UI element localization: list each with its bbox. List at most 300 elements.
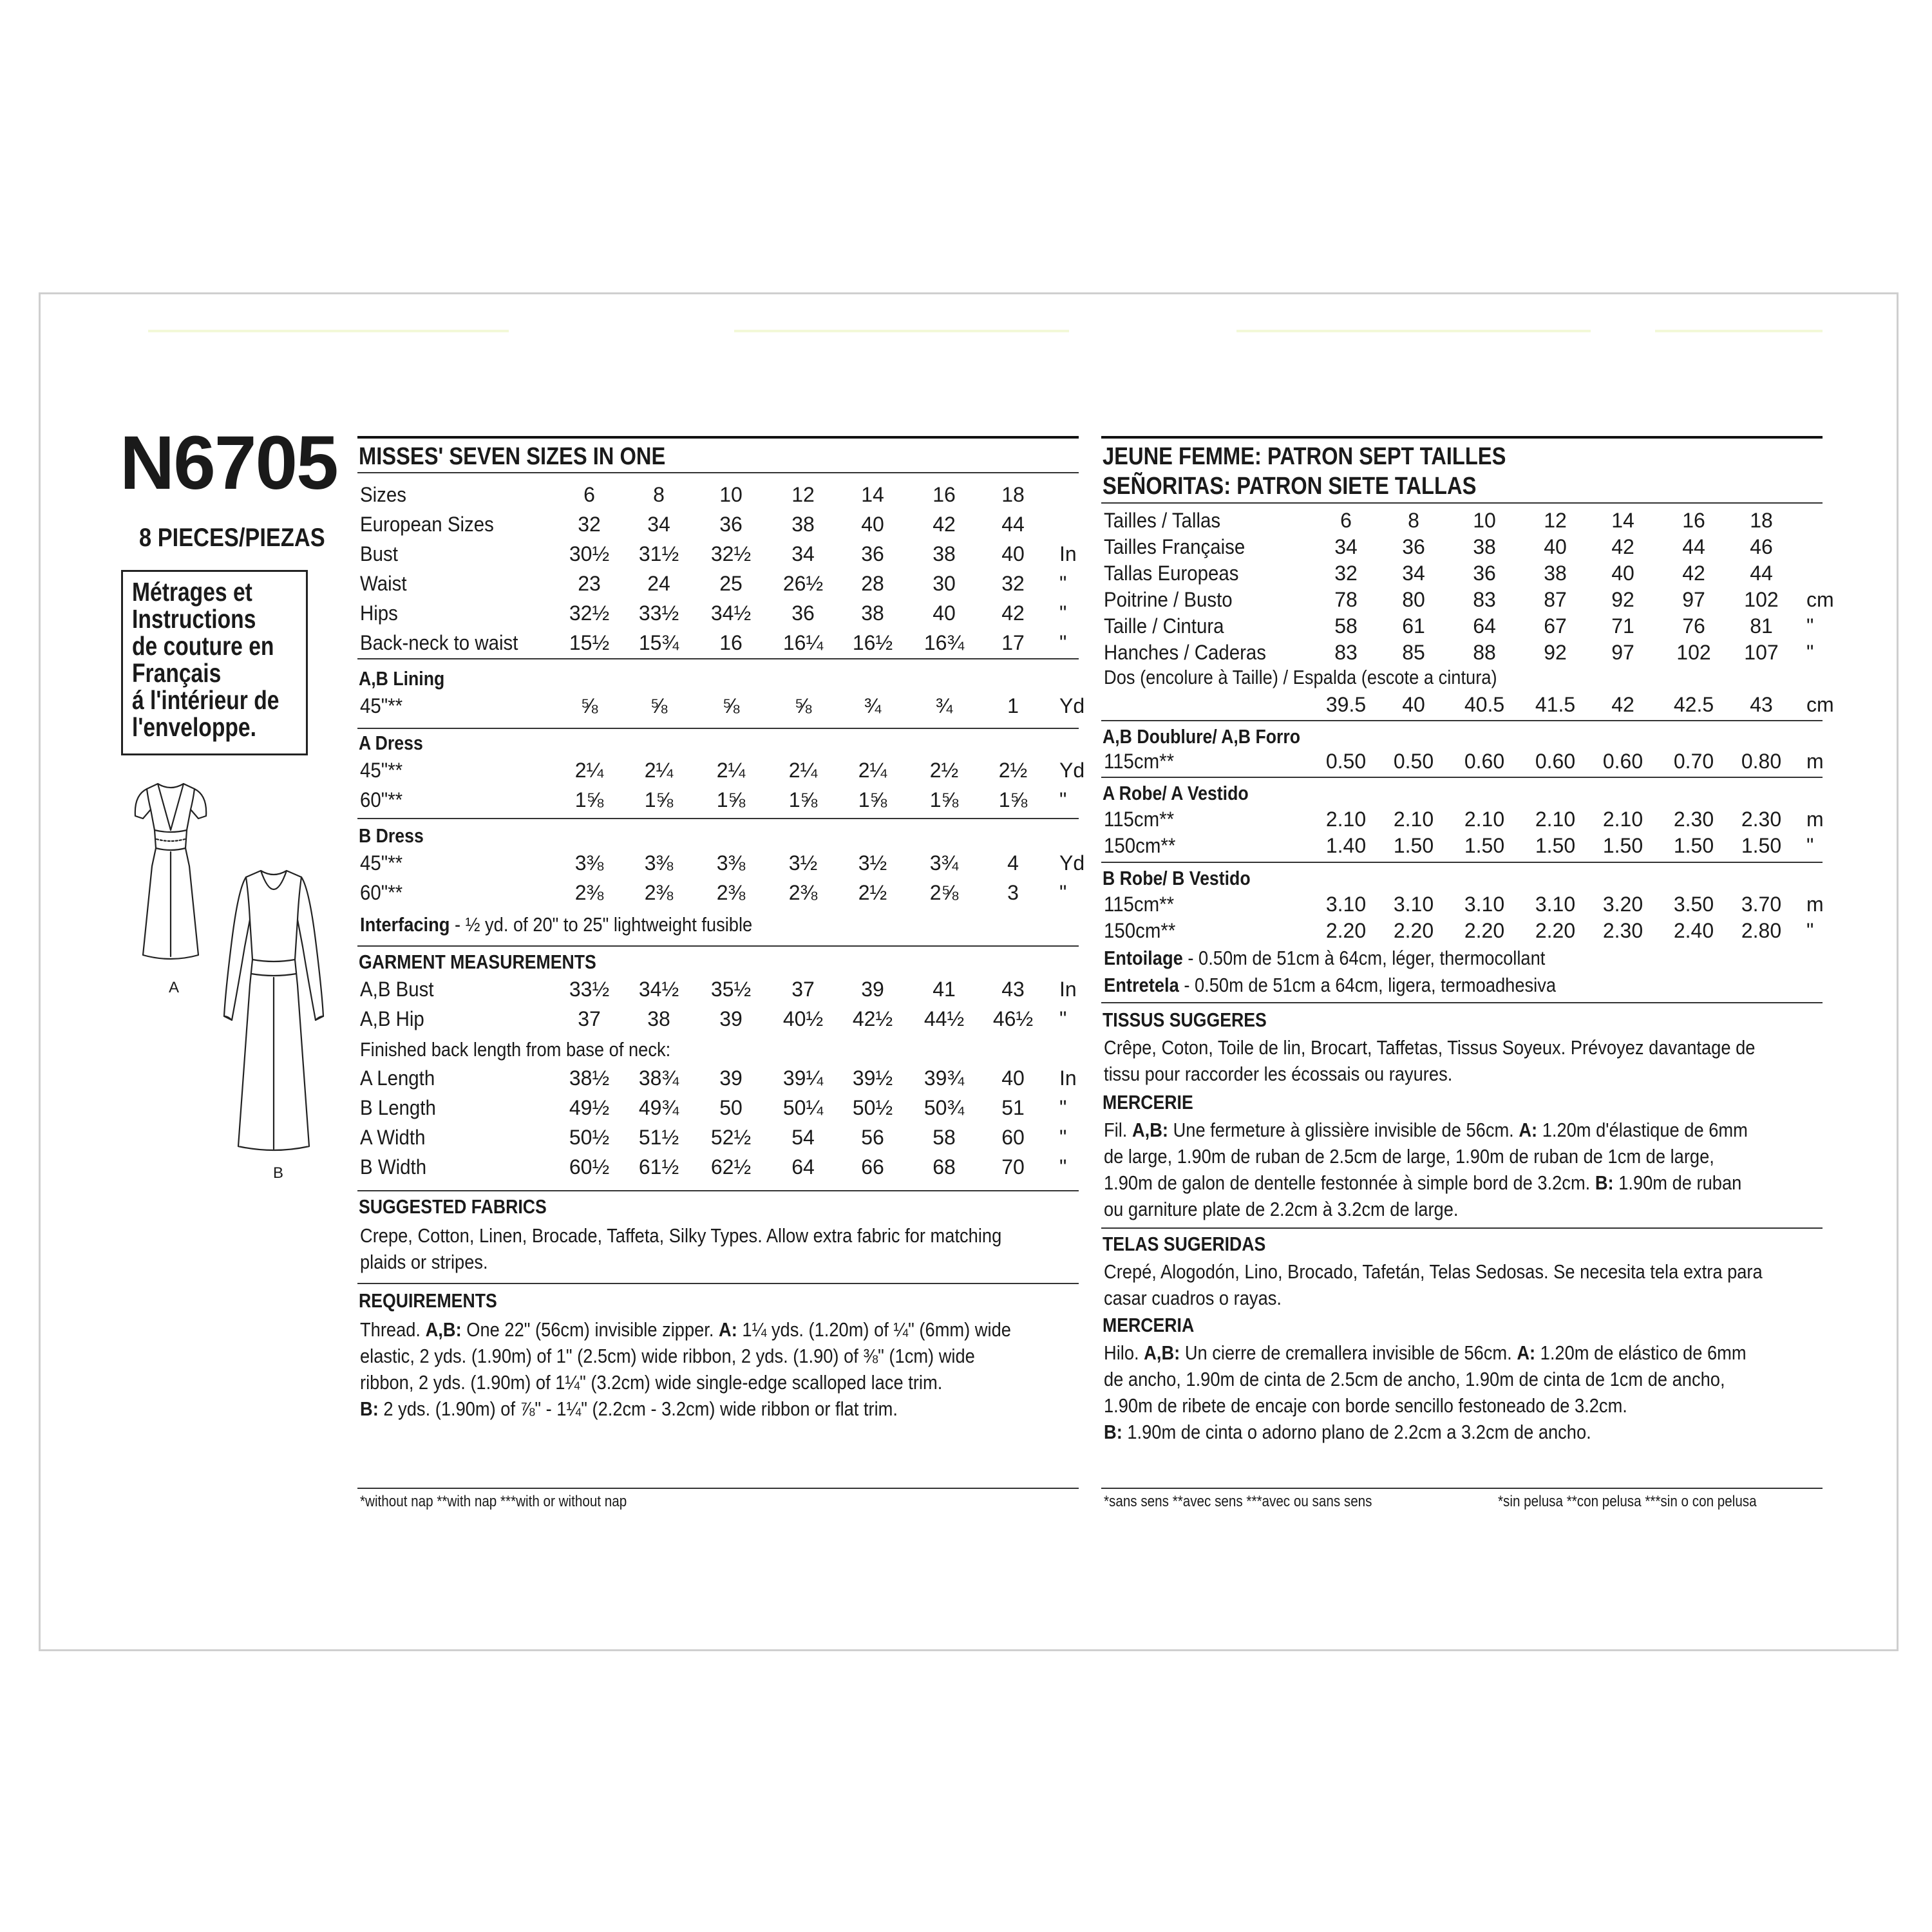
a-robe-heading: A Robe/ A Vestido [1103,782,1249,804]
section-rule [357,658,1079,659]
cell-value: 3⅜ [574,851,604,875]
cell-value: 30½ [569,542,610,565]
section-rule [1101,720,1823,721]
section-rule [357,818,1079,819]
unit-label: m [1806,750,1824,773]
cell-value: 92 [1544,641,1567,664]
row-label: B Width [360,1155,427,1179]
cell-value: 2⅝ [929,881,959,904]
english-title: MISSES' SEVEN SIZES IN ONE [359,443,666,470]
cell-value: 2⅜ [716,881,746,904]
footnote-rule [357,1488,1079,1489]
row-label: 115cm** [1104,750,1175,773]
cell-value: 0.50 [1393,750,1434,773]
section-rule [1101,436,1823,439]
unit-label: Yd [1059,759,1085,782]
cell-value: 54 [791,1126,815,1149]
cell-value: 44 [1682,535,1705,558]
cell-value: 51 [1001,1096,1025,1119]
french-note-line: á l'intérieur de [132,685,279,715]
cell-value: 92 [1611,588,1634,611]
requirements-heading: REQUIREMENTS [359,1289,497,1312]
cell-value: 0.60 [1535,750,1576,773]
cell-value: 38 [933,542,956,565]
french-footnote: *sans sens **avec sens ***avec ou sans sens [1104,1493,1372,1510]
unit-label: In [1059,542,1077,565]
cell-value: 81 [1750,614,1773,638]
highlight-strip [1655,330,1823,332]
cell-value: 10 [719,483,743,506]
cell-value: 62½ [710,1155,752,1179]
cell-value: 12 [1544,509,1567,532]
section-rule [357,728,1079,729]
cell-value: 26½ [782,572,824,595]
cell-value: 2.40 [1673,919,1714,942]
highlight-strip [734,330,1069,332]
cell-value: 2.20 [1393,919,1434,942]
cell-value: ¾ [935,694,953,717]
cell-value: 2½ [929,759,959,782]
entoilage-line: Entoilage - 0.50m de 51cm à 64cm, léger, thermocollant [1104,947,1546,969]
row-label: European Sizes [360,513,494,536]
cell-value: 83 [1473,588,1496,611]
section-rule [357,472,1079,473]
cell-value: 1.50 [1464,834,1505,857]
cell-value: 42 [1611,693,1634,716]
cell-value: 3.10 [1325,893,1367,916]
pieces-count: 8 PIECES/PIEZAS [139,524,325,552]
cell-value: 18 [1750,509,1773,532]
cell-value: 2.10 [1464,808,1505,831]
cell-value: 1.50 [1393,834,1434,857]
cell-value: 60 [1001,1126,1025,1149]
cell-value: 6 [1340,509,1352,532]
highlight-strip [1236,330,1591,332]
cell-value: 40 [1611,562,1634,585]
cell-value: 97 [1611,641,1634,664]
section-rule [357,436,1079,439]
doublure-heading: A,B Doublure/ A,B Forro [1103,725,1301,748]
cell-value: 1 [1007,694,1019,717]
unit-label: " [1806,919,1814,942]
french-note-line: Instructions [132,604,256,634]
unit-label: cm [1806,588,1834,611]
cell-value: 3⅜ [644,851,674,875]
cell-value: 2.20 [1325,919,1367,942]
cell-value: 31½ [638,542,679,565]
cell-value: 38 [1473,535,1496,558]
cell-value: 40 [933,601,956,625]
cell-value: 3½ [788,851,818,875]
cell-value: 38 [861,601,884,625]
cell-value: 4 [1007,851,1019,875]
cell-value: 8 [1408,509,1419,532]
section-rule [1101,1002,1823,1003]
a-dress-heading: A Dress [359,732,423,754]
cell-value: 36 [791,601,815,625]
row-label: Tailles Française [1104,535,1245,558]
cell-value: 80 [1402,588,1425,611]
spanish-footnote: *sin pelusa **con pelusa ***sin o con pelusa [1498,1493,1757,1510]
cell-value: 39.5 [1325,693,1367,716]
cell-value: 42½ [852,1007,893,1030]
garment-measurements-heading: GARMENT MEASUREMENTS [359,951,596,973]
cell-value: 76 [1682,614,1705,638]
cell-value: 60½ [569,1155,610,1179]
cell-value: 38½ [569,1066,610,1090]
unit-label: In [1059,978,1077,1001]
section-rule [357,1190,1079,1191]
cell-value: 1⅝ [858,788,887,811]
row-label: Taille / Cintura [1104,614,1224,638]
french-note-line: Métrages et [132,577,252,607]
cell-value: 3.10 [1464,893,1505,916]
cell-value: 46 [1750,535,1773,558]
row-label: Tailles / Tallas [1104,509,1221,532]
cell-value: 2.10 [1325,808,1367,831]
unit-label: " [1059,1155,1067,1179]
cell-value: 52½ [710,1126,752,1149]
cell-value: 3.10 [1393,893,1434,916]
cell-value: 0.50 [1325,750,1367,773]
cell-value: 16 [719,631,743,654]
cell-value: 36 [861,542,884,565]
cell-value: 3 [1007,881,1019,904]
cell-value: 38¾ [638,1066,679,1090]
row-label: 150cm** [1104,834,1176,857]
unit-label: " [1059,788,1067,811]
cell-value: 39¾ [923,1066,965,1090]
b-robe-heading: B Robe/ B Vestido [1103,867,1251,889]
cell-value: 87 [1544,588,1567,611]
cell-value: 107 [1744,641,1779,664]
cell-value: 32 [1001,572,1025,595]
row-label: Tallas Europeas [1104,562,1239,585]
mercerie-text: Fil. A,B: Une fermeture à glissière invisible de 56cm. A: 1.20m d'élastique de 6mm de large, 1.90m de ruban de 2.5cm de large, 1.90m de ruban de 1cm de large, 1.90m de galon de dentelle festonnée à simple bord de 3.2cm. B: 1.90m de ruban ou garniture plate de 2.2cm à 3.2cm de large. [1104,1119,1748,1220]
cell-value: 85 [1402,641,1425,664]
cell-value: 0.70 [1673,750,1714,773]
view-label-a: A [169,979,180,996]
french-note-line: Français [132,658,222,688]
cell-value: 1.50 [1741,834,1782,857]
cell-value: 50¾ [923,1096,965,1119]
cell-value: 18 [1001,483,1025,506]
cell-value: 42 [1001,601,1025,625]
cell-value: 16 [933,483,956,506]
cell-value: 64 [791,1155,815,1179]
cell-value: 14 [861,483,884,506]
footnote-rule [1101,1488,1823,1489]
cell-value: 30 [933,572,956,595]
cell-value: 38 [791,513,815,536]
cell-value: 37 [578,1007,601,1030]
unit-label: " [1059,631,1067,654]
row-label: A,B Bust [360,978,434,1001]
cell-value: 2.10 [1602,808,1643,831]
unit-label: Yd [1059,694,1085,717]
cell-value: 1⅝ [998,788,1028,811]
tissus-heading: TISSUS SUGGERES [1103,1009,1267,1031]
row-label: Poitrine / Busto [1104,588,1233,611]
cell-value: 8 [653,483,665,506]
tissus-text: Crêpe, Coton, Toile de lin, Brocart, Taffetas, Tissus Soyeux. Prévoyez davantage de tissu pour raccorder les écossais ou rayures. [1104,1036,1756,1085]
cell-value: 3.70 [1741,893,1782,916]
cell-value: 35½ [710,978,752,1001]
cell-value: 42 [1611,535,1634,558]
unit-label: " [1806,641,1814,664]
cell-value: 51½ [638,1126,679,1149]
cell-value: 83 [1334,641,1358,664]
cell-value: 42 [1682,562,1705,585]
cell-value: 34 [1334,535,1358,558]
unit-label: " [1059,1096,1067,1119]
cell-value: 34 [791,542,815,565]
cell-value: 40 [1001,1066,1025,1090]
cell-value: 2.80 [1741,919,1782,942]
cell-value: ⅝ [580,694,598,717]
cell-value: 40.5 [1464,693,1505,716]
unit-label: " [1059,1126,1067,1149]
unit-label: " [1059,572,1067,595]
cell-value: 50¼ [782,1096,824,1119]
cell-value: 16¼ [782,631,824,654]
cell-value: 2¼ [858,759,887,782]
unit-label: " [1059,1007,1067,1030]
cell-value: 1⅝ [788,788,818,811]
cell-value: 2.10 [1535,808,1576,831]
cell-value: 15½ [569,631,610,654]
cell-value: 2¼ [574,759,604,782]
cell-value: 24 [647,572,670,595]
cell-value: 23 [578,572,601,595]
unit-label: " [1059,601,1067,625]
cell-value: 12 [791,483,815,506]
unit-label: " [1806,834,1814,857]
cell-value: 67 [1544,614,1567,638]
french-title: JEUNE FEMME: PATRON SEPT TAILLES [1103,443,1506,470]
finished-back-label: Finished back length from base of neck: [360,1038,671,1061]
cell-value: 50½ [852,1096,893,1119]
cell-value: 2¼ [716,759,746,782]
row-label: Hips [360,601,398,625]
section-rule [1101,1227,1823,1229]
cell-value: ⅝ [650,694,668,717]
section-rule [357,945,1079,947]
cell-value: 97 [1682,588,1705,611]
row-label: 115cm** [1104,893,1175,916]
row-label: 150cm** [1104,919,1176,942]
cell-value: 32½ [710,542,752,565]
cell-value: 56 [861,1126,884,1149]
cell-value: 50½ [569,1126,610,1149]
cell-value: 1⅝ [929,788,959,811]
cell-value: 2.20 [1464,919,1505,942]
section-rule [1101,777,1823,778]
row-label: 60"** [360,788,403,811]
cell-value: 2.20 [1535,919,1576,942]
pattern-number: N6705 [120,421,337,506]
unit-label: In [1059,1066,1077,1090]
cell-value: 34½ [638,978,679,1001]
row-label: Bust [360,542,398,565]
cell-value: 88 [1473,641,1496,664]
spanish-title: SEÑORITAS: PATRON SIETE TALLAS [1103,473,1477,500]
cell-value: 2¼ [788,759,818,782]
cell-value: 46½ [992,1007,1034,1030]
cell-value: 102 [1744,588,1779,611]
cell-value: 10 [1473,509,1496,532]
entretela-line: Entretela - 0.50m de 51cm a 64cm, ligera, termoadhesiva [1104,974,1557,996]
cell-value: 32 [1334,562,1358,585]
cell-value: 43 [1001,978,1025,1001]
cell-value: 38 [1544,562,1567,585]
cell-value: 36 [1402,535,1425,558]
cell-value: 2.30 [1741,808,1782,831]
french-note-line: l'enveloppe. [132,712,256,742]
cell-value: 25 [719,572,743,595]
cell-value: 39 [861,978,884,1001]
cell-value: 50 [719,1096,743,1119]
cell-value: 40 [1001,542,1025,565]
suggested-fabrics-heading: SUGGESTED FABRICS [359,1195,547,1218]
cell-value: 1.40 [1325,834,1367,857]
cell-value: 16 [1682,509,1705,532]
french-note-line: de couture en [132,631,274,661]
french-instructions-box [121,570,308,755]
cell-value: 6 [583,483,595,506]
row-label: 45"** [360,694,403,717]
cell-value: 3¾ [929,851,959,875]
cell-value: 78 [1334,588,1358,611]
cell-value: 44 [1001,513,1025,536]
row-label: Back-neck to waist [360,631,518,654]
view-label-b: B [273,1164,284,1182]
cell-value: 1.50 [1535,834,1576,857]
row-label: A,B Hip [360,1007,424,1030]
cell-value: 3.10 [1535,893,1576,916]
cell-value: 40 [861,513,884,536]
english-footnote: *without nap **with nap ***with or without nap [360,1493,627,1510]
cell-value: 2.30 [1673,808,1714,831]
cell-value: 1⅝ [716,788,746,811]
cell-value: 37 [791,978,815,1001]
cell-value: 32 [578,513,601,536]
cell-value: 40 [1544,535,1567,558]
cell-value: 43 [1750,693,1773,716]
section-rule [1101,502,1823,504]
cell-value: 68 [933,1155,956,1179]
cell-value: 102 [1676,641,1711,664]
cell-value: 40 [1402,693,1425,716]
cell-value: 17 [1001,631,1025,654]
cell-value: 33½ [569,978,610,1001]
row-label: A Length [360,1066,435,1090]
dress-b-illustration [213,863,335,1159]
cell-value: ¾ [864,694,882,717]
cell-value: 3.50 [1673,893,1714,916]
unit-label: m [1806,808,1824,831]
cell-value: 28 [861,572,884,595]
cell-value: 1⅝ [644,788,674,811]
row-label: Waist [360,572,407,595]
unit-label: " [1059,881,1067,904]
cell-value: 36 [1473,562,1496,585]
section-rule [1101,862,1823,863]
cell-value: 40½ [782,1007,824,1030]
cell-value: 0.60 [1602,750,1643,773]
b-dress-heading: B Dress [359,824,424,847]
row-label: A Width [360,1126,426,1149]
cell-value: ⅝ [794,694,812,717]
row-label: 115cm** [1104,808,1175,831]
cell-value: 2¼ [644,759,674,782]
cell-value: 49½ [569,1096,610,1119]
cell-value: 61½ [638,1155,679,1179]
cell-value: 64 [1473,614,1496,638]
cell-value: 2⅜ [574,881,604,904]
cell-value: 49¾ [638,1096,679,1119]
cell-value: 36 [719,513,743,536]
cell-value: 39½ [852,1066,893,1090]
suggested-fabrics-text: Crepe, Cotton, Linen, Brocade, Taffeta, Silky Types. Allow extra fabric for matching plaids or stripes. [360,1224,1002,1273]
mercerie-heading: MERCERIE [1103,1091,1193,1113]
cell-value: 71 [1611,614,1634,638]
dress-a-illustration [122,776,219,963]
row-label: B Length [360,1096,436,1119]
cell-value: 38 [647,1007,670,1030]
cell-value: 58 [1334,614,1358,638]
cell-value: 3.20 [1602,893,1643,916]
unit-label: Yd [1059,851,1085,875]
cell-value: 70 [1001,1155,1025,1179]
dos-label: Dos (encolure à Taille) / Espalda (escote a cintura) [1104,666,1497,688]
cell-value: 34 [1402,562,1425,585]
interfacing-line: Interfacing - ½ yd. of 20" to 25" lightweight fusible [360,913,753,936]
cell-value: 0.80 [1741,750,1782,773]
cell-value: 39 [719,1007,743,1030]
cell-value: 1.50 [1602,834,1643,857]
cell-value: 44 [1750,562,1773,585]
merceria-text: Hilo. A,B: Un cierre de cremallera invisible de 56cm. A: 1.20m de elástico de 6mm de ancho, 1.90m de cinta de 2.5cm de ancho, 1.90m de cinta de 1cm de ancho, 1.90m de ribete de encaje con borde sencillo festoneado de 3.2cm. B: 1.90m de cinta o adorno plano de 2.2cm a 3.2cm de ancho. [1104,1341,1747,1443]
cell-value: 34½ [710,601,752,625]
cell-value: 2½ [858,881,887,904]
cell-value: 3½ [858,851,887,875]
cell-value: 33½ [638,601,679,625]
cell-value: 61 [1402,614,1425,638]
cell-value: ⅝ [722,694,740,717]
cell-value: 2⅜ [788,881,818,904]
cell-value: 42 [933,513,956,536]
cell-value: 1.50 [1673,834,1714,857]
lining-heading: A,B Lining [359,667,445,690]
unit-label: cm [1806,693,1834,716]
cell-value: 16¾ [923,631,965,654]
row-label: 45"** [360,759,403,782]
cell-value: 2⅜ [644,881,674,904]
row-label: Sizes [360,483,406,506]
cell-value: 2½ [998,759,1028,782]
requirements-text: Thread. A,B: One 22" (56cm) invisible zipper. A: 1¼ yds. (1.20m) of ¼" (6mm) wide elastic, 2 yds. (1.90m) of 1" (2.5cm) wide ribbon, 2 yds. (1.90) of ⅜" (1cm) wide ribbon, 2 yds. (1.90m) of 1¼" (3.2cm) wide single-edge scalloped lace trim. B: 2 yds. (1.90m) of ⅞" - 1¼" (2.2cm - 3.2cm) wide ribbon or flat trim. [360,1318,1011,1420]
cell-value: 3⅜ [716,851,746,875]
unit-label: m [1806,893,1824,916]
cell-value: 16½ [852,631,893,654]
cell-value: 34 [647,513,670,536]
cell-value: 41 [933,978,956,1001]
section-rule [357,1283,1079,1284]
telas-text: Crepé, Alogodón, Lino, Brocado, Tafetán, Telas Sedosas. Se necesita tela extra para casar cuadros o rayas. [1104,1260,1763,1309]
unit-label: " [1806,614,1814,638]
cell-value: 14 [1611,509,1634,532]
